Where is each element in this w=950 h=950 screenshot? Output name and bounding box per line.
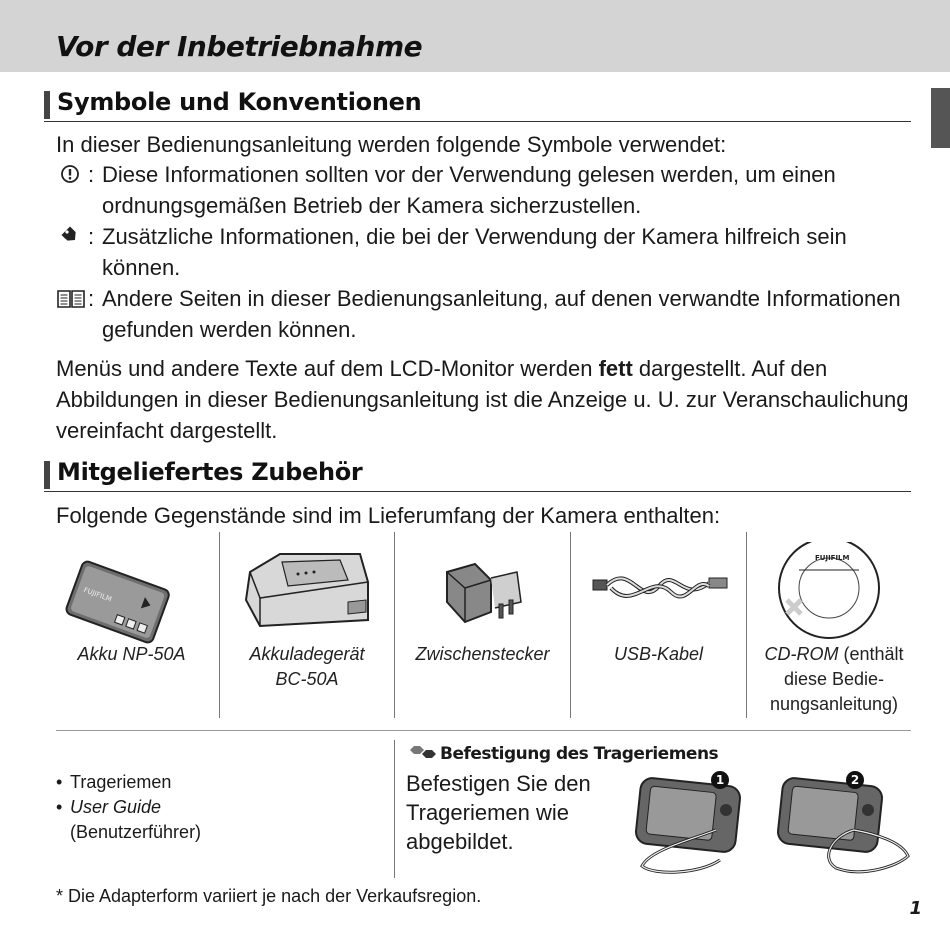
tip-icon <box>56 221 84 249</box>
section-heading-symbols <box>44 88 911 122</box>
accessory-label: USB-Kabel <box>613 644 704 664</box>
accessory-plug-adapter <box>395 532 570 718</box>
symbol-description: Diese Informationen sollten vor der Verwendung gelesen werden, um einen ordnungsgemäßen Betrieb der Kamera sicherzustellen. <box>102 162 836 218</box>
accessory-label: Zwischenstecker <box>415 644 550 664</box>
accessories-grid <box>44 532 911 718</box>
cd-rom-image <box>747 542 911 652</box>
extra-items-list <box>56 770 201 845</box>
battery-image <box>44 542 219 652</box>
symbol-description: Andere Seiten in dieser Bedienungsanleitung, auf denen verwandte Informationen gefunden werden können. <box>102 286 901 342</box>
strap-step-1-image <box>630 770 750 880</box>
caution-icon <box>56 159 84 187</box>
svg-text:FUJIFILM: FUJIFILM <box>82 585 113 604</box>
page-number: 1 <box>909 898 922 919</box>
accessory-usb-cable <box>571 532 746 718</box>
section-divider <box>56 730 911 731</box>
symbol-colon: : <box>88 286 95 311</box>
symbol-colon: : <box>88 162 95 187</box>
symbols-intro: In dieser Bedienungsanleitung werden folgende Symbole verwendet: <box>56 132 727 157</box>
usb-cable-image <box>571 542 746 652</box>
list-item: • Trageriemen <box>56 770 201 795</box>
accessories-intro: Folgende Gegenstände sind im Lieferumfang der Kamera enthalten: <box>56 503 721 528</box>
strap-note-text: Befestigen Sie den Trageriemen wie abgebildet. <box>406 771 591 854</box>
section-heading-accessories <box>44 458 911 492</box>
conventions-paragraph: Menüs und andere Texte auf dem LCD-Monitor werden fett dargestellt. Auf den Abbildungen in dieser Bedienungsanleitung ist die Anzeige u. U. zur Veranschaulichung vereinfacht dargestellt. <box>56 356 909 443</box>
step-badge: 2 <box>846 771 864 789</box>
list-item: • User Guide (Benutzerführer) <box>56 795 201 845</box>
accessory-battery <box>44 532 219 718</box>
svg-text:FUJIFILM: FUJIFILM <box>815 554 850 562</box>
step-badge: 1 <box>711 771 729 789</box>
book-icon <box>56 283 84 311</box>
section-bar <box>44 461 52 489</box>
bold-example: fett <box>598 356 633 381</box>
symbol-description: Zusätzliche Informationen, die bei der Verwendung der Kamera hilfreich sein können. <box>102 224 847 280</box>
accessory-label: CD-ROM (enthält diese Bedienungsanleitung) <box>764 644 904 714</box>
chapter-tab-marker <box>931 88 950 148</box>
section-heading-text: Symbole und Konventionen <box>57 88 422 116</box>
accessory-charger <box>220 532 394 718</box>
accessory-label: Akkuladegerät BC-50A <box>249 644 365 689</box>
section-heading-text: Mitgeliefertes Zubehör <box>57 458 363 486</box>
accessory-cd-rom <box>747 532 911 718</box>
page-title: Vor der Inbetriebnahme <box>56 30 423 63</box>
section-bar <box>44 91 52 119</box>
footnote: * Die Adapterform variiert je nach der Verkaufsregion. <box>56 886 482 906</box>
strap-note-heading: Befestigung des Trageriemens <box>408 744 718 764</box>
charger-image <box>220 542 394 652</box>
column-divider <box>394 740 395 878</box>
symbol-colon: : <box>88 224 95 249</box>
hint-icon <box>408 744 438 762</box>
plug-adapter-image <box>395 542 570 652</box>
strap-step-2-image <box>772 770 912 880</box>
accessory-label: Akku NP-50A <box>77 644 186 664</box>
